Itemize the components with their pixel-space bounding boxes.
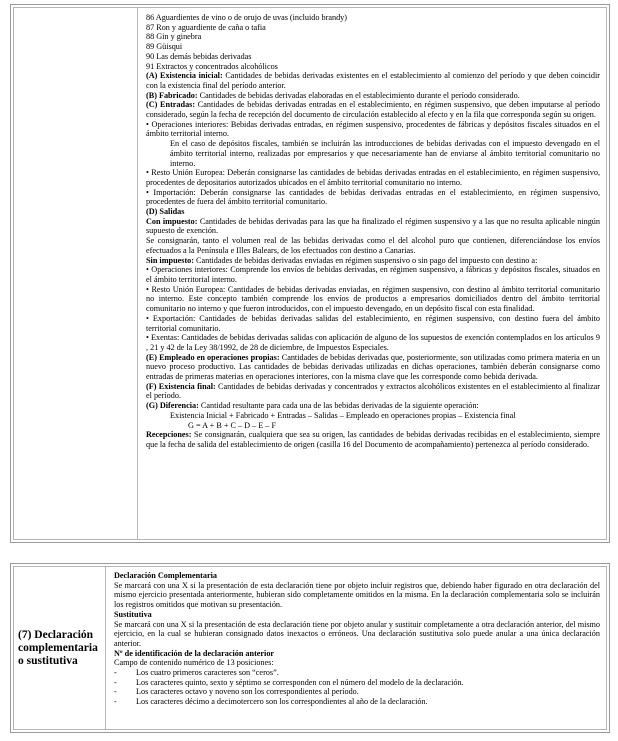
list-item: [114, 668, 600, 678]
list-item-text: Los caracteres quinto, sexto y séptimo se corresponden con el número del modelo de la declaración.: [136, 677, 464, 687]
list-item-text: Los cuatro primeros caracteres son “ceros”.: [136, 668, 279, 678]
section-f: [146, 382, 600, 401]
code-87: 87 Ron y aguardiente de caña o tafia: [146, 22, 266, 32]
code-88: 88 Gin y ginebra: [146, 32, 202, 42]
section-d-bullet-4: • Exentas: Cantidades de bebidas derivadas salidas con aplicación de alguno de los supuestos de exención contemplados en los artículos 9 , 21 y 42 de la Ley 38/1992, de 28 de diciembre, de Impuestos Especiales.: [146, 333, 600, 352]
section-a-head: (A) Existencia inicial:: [146, 71, 223, 81]
section-b-head: (B) Fabricado:: [146, 90, 198, 100]
section-a: [146, 71, 600, 90]
recepciones-text: Se consignarán, cualquiera que sea su origen, las cantidades de bebidas derivadas recibidas en el establecimiento, siempre que la fecha de salida del establecimiento de origen (casilla 16 del Documento de acompañamiento) pertenezca al período considerado.: [146, 430, 600, 449]
declaration-type-box: [10, 563, 610, 733]
section-c-bullet-3: • Importación: Deberán consignarse las cantidades de bebidas derivadas entradas en el establecimiento, en régimen suspensivo, procedentes de fuera del ámbito territorial comunitario.: [146, 187, 600, 207]
section-e: [146, 353, 600, 382]
id-heading-text: Nº de identificación de la declaración anterior: [114, 648, 275, 658]
complementaria-heading-text: Declaración Complementaria: [114, 571, 217, 580]
instructions-box: [10, 4, 610, 543]
section-d-con-text: Cantidades de bebidas derivadas para las que ha finalizado el régimen suspensivo y a las que no resulta aplicable ningún supuesto de exención.: [146, 216, 600, 236]
section-c-bullet-1: • Operaciones interiores: Bebidas derivadas entradas, en régimen suspensivo, procedentes de fábricas y depósitos fiscales situados en el ámbito territorial interno.: [146, 119, 600, 139]
section-g-head: (G) Diferencia:: [146, 401, 199, 411]
section-e-head: (E) Empleado en operaciones propias:: [146, 352, 280, 362]
declaration-type-label: (7) Declaración complementaria o sustitutiva: [18, 629, 98, 667]
section-c-text: Cantidades de bebidas derivadas entradas en el establecimiento, en régimen suspensivo, que deben imputarse al período considerado, según la fecha de recepción del documento de circulación establecido al efecto y en la fila que corresponda según su origen.: [146, 100, 600, 120]
sustitutiva-heading: [114, 610, 600, 620]
code-89: 89 Güisqui: [146, 42, 183, 52]
section-d-sin-text: Cantidades de bebidas derivadas enviadas en régimen suspensivo o sin pago del impuesto con destino a:: [194, 255, 538, 265]
section-f-text: Cantidades de bebidas derivadas y concentrados y extractos alcohólicos existentes en el establecimiento al finalizar el período.: [146, 381, 600, 401]
section-d-bullet-2: • Resto Unión Europea: Cantidades de bebidas derivadas enviadas, en régimen suspensivo, con destino al ámbito territorial comunitario no interno. Este concepto también comprende los envíos de productos a empresarios domiciliados dentro del ámbito territorial comunitario no interno y que fueron introducidos, con el impuesto devengado, en un depósito fiscal con esta finalidad.: [146, 284, 600, 314]
declaration-type-content: [105, 566, 607, 730]
section-d-bullet-1: • Operaciones interiores: Comprende los envíos de bebidas derivadas, en régimen suspensivo, a fábricas y depósitos fiscales, situados en el ámbito territorial interno.: [146, 265, 600, 284]
recepciones-head: Recepciones:: [146, 430, 192, 440]
dash-marker: -: [114, 677, 117, 687]
section-c-head: (C) Entradas:: [146, 100, 196, 110]
section-d-con: [146, 217, 600, 236]
section-g-formula-2: G = A + B + C – D – E – F: [188, 420, 277, 430]
code-91: 91 Extractos y concentrados alcohólicos: [146, 61, 278, 71]
declaration-label-column: [13, 566, 106, 730]
section-c-bullet-1b: En el caso de depósitos fiscales, también se incluirán las introducciones de bebidas derivadas con el impuesto devengado en el ámbito territorial interno, realizadas por empresarios y que necesariamente han de enviarse al ámbito territorial comunitario no interno.: [170, 139, 600, 168]
instructions-content: [137, 7, 607, 540]
complementaria-heading: [114, 571, 600, 581]
list-item: [114, 678, 600, 688]
sustitutiva-heading-text: Sustitutiva: [114, 609, 152, 619]
section-d-sin: [146, 256, 600, 266]
section-a-text: Cantidades de bebidas derivadas existentes en el establecimiento al comienzo del período y que deben coincidir con la existencia final del período anterior.: [146, 71, 600, 90]
sustitutiva-text: Se marcará con una X si la presentación de esta declaración tiene por objeto anular y sustituir completamente a otra declaración anterior, del mismo ejercicio, en la cual se hubieran consignado datos inexactos o erróneos. Una declaración sustitutiva solo puede anular a una única declaración anterior.: [114, 619, 600, 648]
id-heading: [114, 649, 600, 659]
id-text: Campo de contenido numérico de 13 posiciones:: [114, 658, 274, 668]
section-d-bullet-3: • Exportación: Cantidades de bebidas derivadas salidas del establecimiento, en régimen suspensivo, con destino fuera del ámbito territorial comunitario.: [146, 313, 600, 333]
section-b-text: Cantidades de bebidas derivadas elaboradas en el establecimiento durante el período considerado.: [197, 90, 520, 100]
list-item-text: Los caracteres décimo a decimotercero son los correspondientes al año de la declaración.: [136, 697, 428, 707]
left-label-column: [13, 7, 138, 540]
section-g: [146, 401, 600, 411]
section-d-con-text-2: Se consignarán, tanto el volumen real de las bebidas derivadas como el del alcohol puro que contienen, diferenciándose los envíos efectuados a la Península e Illes Balears, de los efectuados con destino a Canarias.: [146, 236, 600, 255]
section-c: [146, 100, 600, 119]
list-item-text: Los caracteres octavo y noveno son los correspondientes al período.: [136, 687, 359, 697]
section-b: [146, 91, 600, 101]
recepciones: [146, 430, 600, 449]
code-90: 90 Las demás bebidas derivadas: [146, 51, 252, 61]
section-g-text: Cantidad resultante para cada una de las bebidas derivadas de la siguiente operación:: [198, 401, 479, 411]
section-d-sin-head: Sin impuesto:: [146, 255, 194, 265]
section-d-con-head: Con impuesto:: [146, 216, 198, 226]
dash-marker: -: [114, 687, 117, 697]
section-c-bullet-2: • Resto Unión Europea: Deberán consignarse las cantidades de bebidas derivadas entradas en el establecimiento, en régimen suspensivo, procedentes de depositarios autorizados ubicados en el ámbito territorial comunitario no interno.: [146, 168, 600, 187]
section-f-head: (F) Existencia final:: [146, 381, 216, 391]
list-item: [114, 697, 600, 707]
section-e-text: Cantidades de bebidas derivadas que, posteriormente, son utilizadas como primera materia en un nuevo proceso productivo. Las cantidades de bebidas derivadas utilizadas en dichas operaciones, también deberán consignarse como entradas de primeras materias en operaciones interiores, con la misma clave que les corresponde como bebida derivada.: [146, 352, 600, 382]
complementaria-text: Se marcará con una X si la presentación de esta declaración tiene por objeto incluir registros que, debiendo haber figurado en otra declaración del mismo ejercicio presentada anteriormente, hubieran sido completamente omitidos en la misma. En la declaración complementaria solo se incluirán los registros omitidos que motivan su presentación.: [114, 580, 600, 610]
section-d-head: (D) Salidas: [146, 207, 185, 217]
dash-marker: -: [114, 668, 117, 678]
section-g-formula-1: Existencia Inicial + Fabricado + Entradas – Salidas – Empleado en operaciones propias – Existencia final: [170, 410, 516, 420]
code-86: 86 Aguardientes de vino o de orujo de uvas (incluido brandy): [146, 13, 348, 22]
list-item: [114, 687, 600, 697]
section-d: [146, 207, 600, 217]
dash-marker: -: [114, 697, 117, 707]
